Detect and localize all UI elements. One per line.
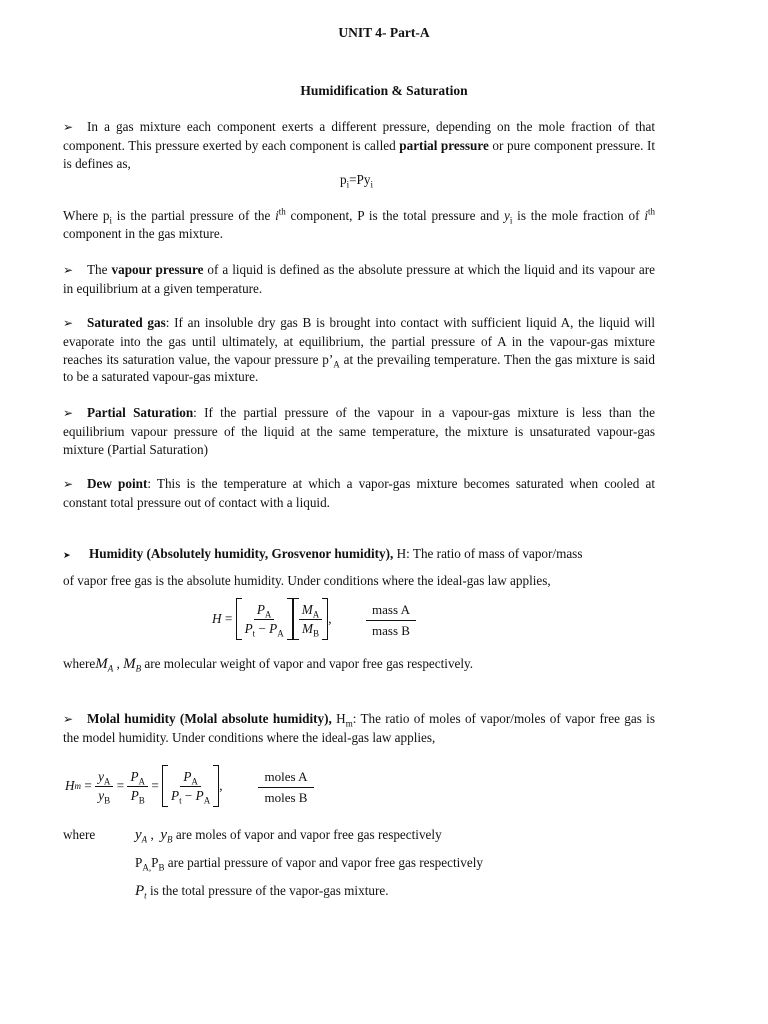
where-line-partial-pressure: $P_{A,}P_B$ are partial pressure of vapor and vapor free gas respectively <box>135 855 484 873</box>
where-line-moles: $y_A$ , $y_B$ are moles of vapor and vapor free gas respectively <box>135 827 442 845</box>
section-title: Humidification & Saturation <box>300 83 468 98</box>
paragraph-partial-saturation: ➢ Partial Saturation: If the partial pressure of the vapour in a vapour-gas mixture is less than the equilibrium vapour pressure of the liquid at the same temperature, the mixture is unsaturated vapour-gas mixture (Partial Saturation) <box>63 405 655 457</box>
arrow-bullet-icon: ➢ <box>63 120 74 134</box>
arrow-bullet-icon: ➢ <box>63 477 74 491</box>
paragraph-dew-point: ➢ Dew point: This is the temperature at which a vapor-gas mixture becomes saturated when cooled at constant total pressure out of contact with a liquid. <box>63 476 655 510</box>
paragraph-humidity-line2: of vapor free gas is the absolute humidity. Under conditions where the ideal-gas law applies, <box>63 573 551 588</box>
arrow-bullet-icon: ➢ <box>63 263 74 277</box>
unit-title: UNIT 4- Part-A <box>338 25 430 40</box>
humidity-units: mass A mass B <box>366 601 416 641</box>
arrow-bullet-icon: ➤ <box>63 550 71 560</box>
arrow-bullet-icon: ➢ <box>63 316 74 330</box>
molal-humidity-units: moles A moles B <box>258 768 314 808</box>
where-line-total-pressure: $P_t$ is the total pressure of the vapor-gas mixture. <box>135 883 389 901</box>
arrow-bullet-icon: ➢ <box>63 712 74 726</box>
paragraph-humidity: ➤ Humidity (Absolutely humidity, Grosvenor humidity), H: The ratio of mass of vapor/mass <box>63 545 655 565</box>
humidity-equation: H = $\frac{P_A}{P_t - P_A}$ $\frac{M_A}{M_B}$ , <box>212 598 332 640</box>
molal-humidity-equation: H m = $\frac{y_A}{y_B}$ = $\frac{P_A}{P_B}$ = $\frac{P_A}{P_t - P_A}$ , <box>65 765 223 807</box>
paragraph-vapour-pressure: ➢ The vapour pressure of a liquid is defined as the absolute pressure at which the liquid and its vapour are in equilibrium at a given temperature. <box>63 262 655 296</box>
paragraph-molal-humidity: ➢ Molal humidity (Molal absolute humidity), $H_m$: The ratio of moles of vapor/moles of vapor free gas is the model humidity. Under conditions where the ideal-gas law applies, <box>63 711 655 745</box>
paragraph-partial-pressure: ➢ In a gas mixture each component exerts a different pressure, depending on the mole fraction of that component. This pressure exerted by each component is called partial pressure or pure component pressure. It is defines as, <box>63 119 656 171</box>
paragraph-where-definitions: Where $p_i$ is the partial pressure of the $i^{th}$ component, P is the total pressure and $y_i$ is the mole fraction of $i^{th}$ component in the gas mixture. <box>63 206 655 241</box>
partial-pressure-equation: $p_i=Py_i$ <box>340 172 373 190</box>
where-label: where <box>63 827 96 842</box>
paragraph-saturated-gas: ➢ Saturated gas: If an insoluble dry gas B is brought into contact with sufficient liquid A, the liquid will evaporate into the gas until ultimately, at equilibrium, the partial pressure of A in the vapour-gas mixture reaches its saturation value, the vapour pressure $p’_A$ at the prevailing temperature. Then the gas mixture is said to be a saturated vapour-gas mixture. <box>63 315 655 385</box>
arrow-bullet-icon: ➢ <box>63 406 74 420</box>
paragraph-molecular-weight: whereM$_A$ , $M_B$ are molecular weight of vapor and vapor free gas respectively. <box>63 656 474 674</box>
